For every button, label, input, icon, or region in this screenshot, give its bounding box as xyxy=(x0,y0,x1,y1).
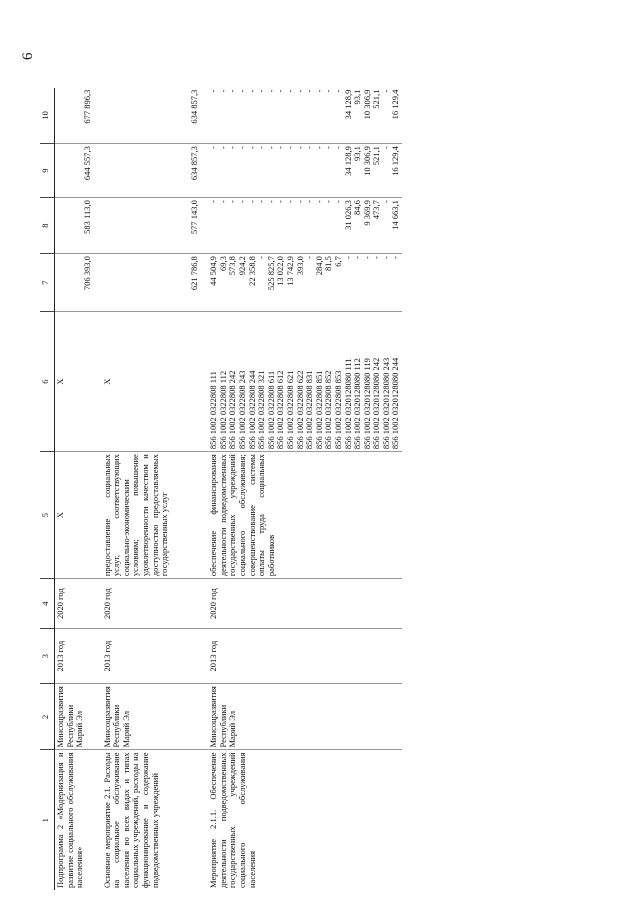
table-row xyxy=(55,88,94,890)
row-c10 xyxy=(55,88,94,144)
cell-value: - xyxy=(236,146,247,149)
cell-value: 44 504,9 xyxy=(208,256,219,286)
row-executor: Минсоцразвития Республики Марий Эл xyxy=(55,684,94,750)
cell-value: - xyxy=(275,146,286,149)
header-cell: 2 xyxy=(40,684,55,750)
row-codes xyxy=(55,312,94,452)
spacer-cell xyxy=(200,684,208,750)
cell-value: 34 128,9 xyxy=(342,146,353,176)
cell-value: 577 143,0 xyxy=(188,200,199,235)
row-c8 xyxy=(208,198,402,254)
row-start: 2013 год xyxy=(102,629,201,684)
header-cell: 3 xyxy=(40,629,55,684)
cell-value: 10 306,9 xyxy=(361,89,372,120)
row-end: 2020 год xyxy=(102,579,201,629)
cell-value: - xyxy=(332,89,343,93)
cell-value: 521,1 xyxy=(371,89,382,109)
cell-value: - xyxy=(236,200,247,203)
cell-value: 856 1002 0322808 622 xyxy=(294,370,305,450)
program-table xyxy=(40,88,402,890)
cell-value: - xyxy=(217,146,228,149)
cell-value: - xyxy=(208,146,219,149)
cell-value: - xyxy=(380,256,391,259)
cell-value: 16 129,4 xyxy=(390,146,401,176)
cell-value: 856 1002 0322808 853 xyxy=(332,370,343,450)
cell-value: - xyxy=(304,200,315,203)
cell-value: - xyxy=(256,146,267,149)
cell-value: - xyxy=(256,89,267,93)
cell-value: 93,1 xyxy=(352,146,363,162)
cell-value: - xyxy=(208,200,219,203)
cell-value: - xyxy=(265,200,276,203)
cell-value: 856 1002 0322808 612 xyxy=(275,370,286,450)
cell-value: - xyxy=(390,256,401,259)
cell-value: 31 026,3 xyxy=(342,200,353,230)
cell-value: - xyxy=(227,89,238,93)
cell-value: - xyxy=(217,89,228,93)
row-c7 xyxy=(102,254,201,312)
row-spacer xyxy=(200,88,208,890)
cell-value: - xyxy=(275,89,286,93)
cell-value: - xyxy=(352,256,363,259)
cell-value: - xyxy=(284,89,295,93)
row-executor: Минсоцразвития Республики Марий Эл xyxy=(208,684,402,750)
cell-value: 84,6 xyxy=(352,200,363,216)
cell-value: 856 1002 0322808 831 xyxy=(304,370,315,450)
cell-value: 856 1002 0320128080 244 xyxy=(390,357,401,450)
row-spacer xyxy=(94,88,102,890)
table-row xyxy=(208,88,402,890)
row-c10 xyxy=(102,88,201,144)
header-cell: 7 xyxy=(40,254,55,312)
header-cell: 1 xyxy=(40,750,55,890)
cell-value: 13 022,0 xyxy=(275,256,286,286)
header-cell: 5 xyxy=(40,452,55,579)
cell-value: - xyxy=(304,89,315,93)
header-cell: 6 xyxy=(40,312,55,452)
cell-value: - xyxy=(265,89,276,93)
cell-value: - xyxy=(246,89,257,93)
cell-value: - xyxy=(380,146,391,149)
cell-value: 16 129,4 xyxy=(390,89,401,120)
cell-value: - xyxy=(208,89,219,93)
row-c10 xyxy=(208,88,402,144)
spacer-cell xyxy=(94,198,102,254)
cell-value: 856 1002 0322808 112 xyxy=(217,370,228,450)
cell-value: 621 786,8 xyxy=(188,256,199,291)
row-c9 xyxy=(102,144,201,198)
cell-value: - xyxy=(313,89,324,93)
cell-value: - xyxy=(371,256,382,259)
spacer-cell xyxy=(200,452,208,579)
spacer-cell xyxy=(94,312,102,452)
row-c7 xyxy=(55,254,94,312)
spacer-cell xyxy=(200,144,208,198)
cell-value: 473,7 xyxy=(371,200,382,220)
cell-value: 573,8 xyxy=(227,256,238,276)
spacer-cell xyxy=(200,312,208,452)
row-start: 2013 год xyxy=(55,629,94,684)
spacer-cell xyxy=(200,88,208,144)
cell-value: 634 857,3 xyxy=(188,89,199,124)
cell-value: - xyxy=(294,200,305,203)
cell-value: 521,1 xyxy=(371,146,382,166)
header-row xyxy=(40,88,55,890)
cell-value: 856 1002 0322808 243 xyxy=(236,370,247,450)
cell-value: 69,3 xyxy=(217,256,228,272)
cell-value: - xyxy=(323,200,334,203)
row-c7 xyxy=(208,254,402,312)
row-name: Мероприятие 2.1.1. Обеспечение деятельности подведомственных государственных учреждений социального обслуживания населения xyxy=(208,752,257,888)
cell-value: 644 557,3 xyxy=(82,146,92,181)
cell-value: 34 128,9 xyxy=(342,89,353,120)
cell-value: 583 113,0 xyxy=(82,200,92,234)
cell-value: 13 742,9 xyxy=(284,256,295,286)
header-cell: 4 xyxy=(40,579,55,629)
spacer-cell xyxy=(200,198,208,254)
cell-value: - xyxy=(304,256,315,259)
header-cell: 10 xyxy=(40,88,55,144)
cell-value: - xyxy=(294,146,305,149)
row-end: 2020 год xyxy=(208,579,402,629)
header-cell: 8 xyxy=(40,198,55,254)
cell-value: - xyxy=(227,146,238,149)
cell-value: 856 1002 0320128080 111 xyxy=(342,358,353,450)
cell-value: X xyxy=(55,378,65,385)
cell-value: - xyxy=(313,146,324,149)
spacer-cell xyxy=(200,254,208,312)
cell-value: 856 1002 0320128080 243 xyxy=(380,357,391,450)
row-c9 xyxy=(208,144,402,198)
page-number: 6 xyxy=(20,52,36,60)
spacer-cell xyxy=(94,144,102,198)
cell-value: - xyxy=(323,146,334,149)
cell-value: 856 1002 0322808 242 xyxy=(227,370,238,450)
spacer-cell xyxy=(94,88,102,144)
row-result: предоставление социальных услуг, соответствующих социально-экономическим условиям; повышение удовлетворенности качеством и доступностью предоставляемых государственных услуг xyxy=(102,452,201,579)
cell-value: 856 1002 0322808 244 xyxy=(246,370,257,450)
cell-value: 924,2 xyxy=(236,256,247,276)
table-row xyxy=(102,88,201,890)
cell-value: 706 393,0 xyxy=(82,256,92,291)
cell-value: - xyxy=(256,200,267,203)
spacer-cell xyxy=(200,750,208,890)
cell-value: 393,0 xyxy=(294,256,305,276)
cell-value: - xyxy=(246,146,257,149)
cell-value: 284,0 xyxy=(313,256,324,276)
cell-value: 6,7 xyxy=(332,256,343,267)
row-end: 2020 год xyxy=(55,579,94,629)
row-result: обеспечение финансирования деятельности подведомственных государственных учреждений социального обслуживания; совершенствование системы оплаты труда социальных работников xyxy=(208,452,402,579)
cell-value: 634 857,3 xyxy=(188,146,199,181)
cell-value: 10 306,9 xyxy=(361,146,372,176)
spacer-cell xyxy=(94,579,102,629)
row-name: Подпрограмма 2 «Модернизация и развитие социального обслуживания населения» xyxy=(55,752,85,888)
cell-value: 93,1 xyxy=(352,89,363,105)
cell-value: - xyxy=(332,200,343,203)
cell-value: 856 1002 0322808 111 xyxy=(208,371,219,450)
header-cell: 9 xyxy=(40,144,55,198)
cell-value: - xyxy=(294,89,305,93)
cell-value: 22 358,8 xyxy=(246,256,257,286)
cell-value: - xyxy=(323,89,334,93)
row-executor: Минсоцразвития Республики Марий Эл xyxy=(102,684,201,750)
cell-value: 14 663,1 xyxy=(390,200,401,230)
cell-value: - xyxy=(217,200,228,203)
spacer-cell xyxy=(94,254,102,312)
row-start: 2013 год xyxy=(208,629,402,684)
cell-value: 856 1002 0320128080 242 xyxy=(371,357,382,450)
cell-value: - xyxy=(361,256,372,259)
cell-value: 856 1002 0320128080 112 xyxy=(352,358,363,450)
cell-value: - xyxy=(313,200,324,203)
row-result: X xyxy=(55,452,94,579)
row-name: Основное мероприятие 2.1. Расходы на социальное обслуживание населения во всех видах и типах социальных учреждений, расходы на функционирование и содержание подведомственных учреждений xyxy=(101,752,160,888)
cell-value: - xyxy=(332,146,343,149)
row-c9 xyxy=(55,144,94,198)
cell-value: - xyxy=(227,200,238,203)
cell-value: 9 369,9 xyxy=(361,200,372,226)
spacer-cell xyxy=(200,629,208,684)
cell-value: - xyxy=(265,146,276,149)
cell-value: 856 1002 0322808 321 xyxy=(256,370,267,450)
cell-value: 525 825,7 xyxy=(265,256,276,291)
spacer-cell xyxy=(94,684,102,750)
spacer-cell xyxy=(94,629,102,684)
cell-value: X xyxy=(101,378,112,385)
cell-value: - xyxy=(342,256,353,259)
cell-value: - xyxy=(236,89,247,93)
row-c8 xyxy=(102,198,201,254)
cell-value: 856 1002 0320128080 119 xyxy=(361,358,372,450)
cell-value: - xyxy=(380,89,391,93)
cell-value: - xyxy=(256,256,267,259)
cell-value: 856 1002 0322808 611 xyxy=(265,370,276,450)
cell-value: 856 1002 0322808 621 xyxy=(284,370,295,450)
cell-value: 81,5 xyxy=(323,256,334,272)
cell-value: - xyxy=(275,200,286,203)
spacer-cell xyxy=(94,750,102,890)
cell-value: 856 1002 0322808 851 xyxy=(313,370,324,450)
row-codes xyxy=(208,312,402,452)
cell-value: - xyxy=(380,200,391,203)
cell-value: - xyxy=(246,200,257,203)
cell-value: - xyxy=(284,146,295,149)
spacer-cell xyxy=(94,452,102,579)
cell-value: - xyxy=(284,200,295,203)
cell-value: 677 896,3 xyxy=(82,89,92,124)
cell-value: 856 1002 0322808 852 xyxy=(323,370,334,450)
row-c8 xyxy=(55,198,94,254)
spacer-cell xyxy=(200,579,208,629)
row-codes xyxy=(102,312,201,452)
cell-value: - xyxy=(304,146,315,149)
